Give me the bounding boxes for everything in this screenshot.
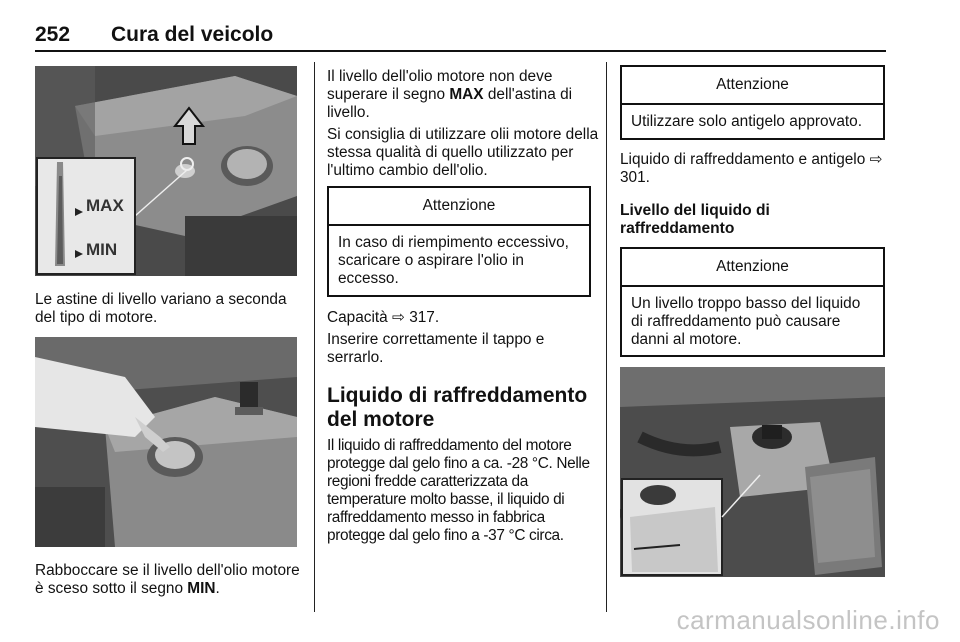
warning-title: Attenzione: [622, 67, 883, 105]
subheading-coolant-level: Livello del liquido di raffreddamento: [620, 202, 770, 237]
min-mark-bold: MIN: [187, 580, 216, 597]
oil-quality-text: Si consiglia di utilizzare olii motore della stessa qualità di quello utilizzato per l'ultimo cambio dell'olio.: [327, 126, 599, 179]
section-heading-coolant: Liquido di raffreddamento del motore: [327, 384, 588, 431]
dipstick-illustration: [35, 66, 297, 276]
cap-instruction: Inserire correttamente il tappo e serrarlo.: [327, 331, 545, 366]
refill-instruction-end: .: [215, 580, 220, 597]
column-divider-2: [606, 62, 607, 612]
warning-text: In caso di riempimento eccessivo, scaricare o aspirare l'olio in eccesso.: [338, 234, 569, 287]
coolant-description: Il liquido di raffreddamento del motore protegge dal gelo fino a ca. -28 °C. Nelle regioni fredde caratterizzata da temperature molto basse, il liquido di raffreddamento messo in fabbrica protegge dal gelo fino a -37 °C circa.: [327, 437, 590, 544]
warning-title: Attenzione: [329, 188, 589, 226]
page-number: 252: [35, 23, 71, 46]
column-divider-1: [314, 62, 315, 612]
warning-title: Attenzione: [622, 249, 883, 287]
oil-level-max-post: dell'astina di livello.: [327, 86, 573, 121]
warning-text: Un livello troppo basso del liquido di raffreddamento può causare danni al motore.: [631, 295, 861, 348]
oil-refill-illustration: [35, 337, 297, 547]
dipstick-caption: Le astine di livello variano a seconda del tipo di motore.: [35, 291, 287, 326]
warning-box-overfill: [327, 186, 591, 297]
warning-box-antifreeze: [620, 65, 885, 140]
max-mark-bold: MAX: [449, 86, 484, 103]
coolant-reservoir-illustration: [620, 367, 885, 577]
antifreeze-reference: Liquido di raffreddamento e antigelo ⇨ 301.: [620, 151, 883, 186]
max-label: MAX: [86, 196, 124, 215]
header-rule: [35, 50, 886, 52]
warning-box-low-coolant: [620, 247, 885, 357]
refill-instruction: [35, 562, 305, 598]
oil-level-max-text: [327, 68, 599, 122]
chapter-title: Cura del veicolo: [111, 23, 274, 46]
watermark: carmanualsonline.info: [676, 605, 940, 635]
oil-level-max-pre: Il livello dell'olio motore non deve superare il segno: [327, 68, 553, 103]
min-label: MIN: [86, 240, 118, 259]
page-header: [35, 20, 886, 54]
capacity-text: Capacità ⇨ 317.: [327, 309, 440, 326]
refill-instruction-text: Rabboccare se il livello dell'olio motore è sceso sotto il segno: [35, 562, 300, 597]
warning-text: Utilizzare solo antigelo approvato.: [631, 113, 862, 130]
